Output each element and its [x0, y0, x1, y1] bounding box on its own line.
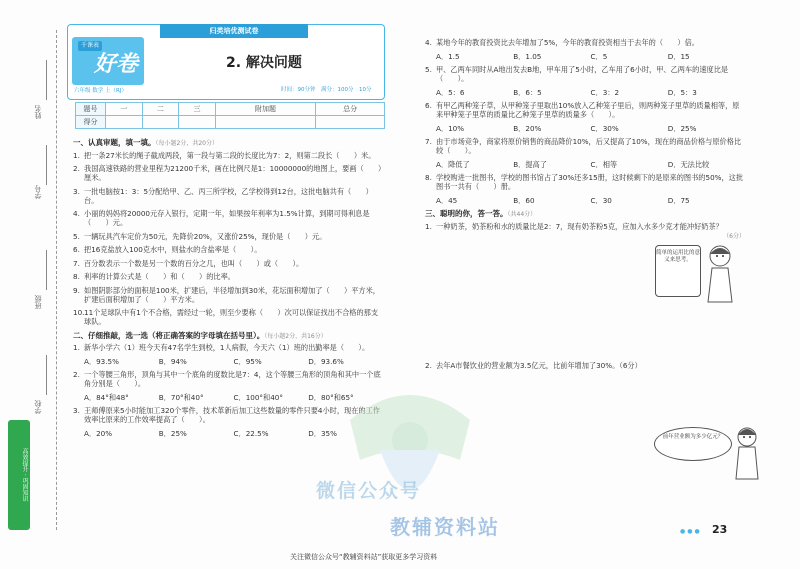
option-choice[interactable]: C．100°和40° [233, 392, 283, 402]
score-cell: 得分 [76, 116, 106, 129]
question-number: 3. [73, 186, 80, 196]
page-dots-decoration: ●●● [680, 528, 702, 535]
question-item [73, 187, 383, 205]
question-item [73, 343, 383, 352]
score-input-cell[interactable] [179, 116, 216, 129]
page-number: 23 [712, 523, 728, 536]
option-choice[interactable]: B．70°和40° [158, 392, 204, 402]
margin-label-school: 学校 [34, 400, 42, 414]
question-number: 1. [73, 150, 80, 160]
question-number: 7. [425, 137, 432, 146]
option-choice[interactable]: B．20% [513, 123, 542, 133]
question-number: 5. [73, 231, 80, 241]
question-number: 8. [425, 173, 432, 182]
question-text: 新华小学六（1）班今天有47名学生到校，1人病假，今天六（1）班的出勤率是（ ）。 [84, 343, 370, 352]
cartoon-girl-icon [700, 242, 740, 306]
margin-label-class: 班级 [34, 295, 42, 309]
question-item [73, 308, 383, 326]
section-3-title: 三、聪明的你，答一答。 [425, 209, 508, 218]
question-number: 2. [73, 164, 80, 173]
binding-margin [0, 0, 62, 569]
section-2-heading [73, 331, 383, 341]
question-item [73, 272, 383, 281]
option-choice[interactable]: A．降低了 [436, 159, 470, 169]
page-title: 2. 解决问题 [226, 55, 302, 71]
option-choice[interactable]: B．60 [513, 195, 535, 205]
option-choice[interactable]: D．25% [667, 123, 697, 133]
option-choice[interactable]: B．6：5 [513, 87, 542, 97]
option-choice[interactable]: A．84°和48° [84, 392, 129, 402]
question-number: 8. [73, 272, 80, 281]
margin-label-name: 姓名 [34, 105, 42, 119]
question-text: 如图阴影部分的面积是100米，扩建后，半径增加到30米，花坛面积增加了（ ）平方米，扩建后面积增加了（ ）平方米。 [84, 285, 380, 304]
option-choice[interactable]: D．无法比较 [667, 159, 710, 169]
score-cell: 题号 [76, 103, 106, 116]
question-number: 3. [73, 406, 80, 415]
question-text: 一个等腰三角形，顶角与其中一个底角的度数比是7：4，这个等腰三角形的顶角和其中一个底角分别是（ ）。 [84, 370, 381, 388]
question-text: 小丽的妈妈将20000元存入银行，定期一年，如果按年利率为1.5%计算，到期可得利息是（ ）元。 [84, 209, 370, 227]
score-input-cell[interactable] [106, 116, 143, 129]
question-text: 某地今年的教育投资比去年增加了5%，今年的教育投资相当于去年的（ ）倍。 [436, 38, 699, 47]
option-choice[interactable]: D．5：3 [667, 87, 697, 97]
question-text: 学校购进一批图书，学校的图书馆占了30%还多15册，这时候剩下的是原来的图书的50%，这批图书一共有（ ）册。 [436, 173, 744, 191]
option-choice[interactable]: B．提高了 [513, 159, 547, 169]
options-row [84, 357, 383, 366]
margin-blank-class [46, 250, 47, 290]
score-table-row [76, 116, 385, 129]
options-row [436, 124, 745, 133]
option-choice[interactable]: C．相等 [590, 159, 618, 169]
side-banner: 高效提升 · 巩固知识 [8, 420, 30, 530]
question-number: 6. [73, 245, 80, 254]
question-text: 一批电脑按1：3：5分配给甲、乙、丙三所学校，乙学校得到12台，这批电脑共有（ ）台。 [84, 186, 373, 205]
answer-question-1-score: （6分） [723, 233, 745, 240]
question-item [425, 173, 745, 191]
header-tab: 归类培优测试卷 [160, 24, 308, 38]
question-item [425, 38, 745, 47]
score-input-cell[interactable] [316, 116, 385, 129]
hint-bubble-1: 简单的运用比的意义来思考。 [655, 245, 701, 297]
question-text: 我国高速铁路的营业里程为21200千米，画在比例尺是1：10000000的地图上，要画（ ）厘米。 [84, 164, 382, 182]
margin-blank-name [46, 60, 47, 100]
question-item [425, 101, 745, 119]
option-choice[interactable]: A．1.5 [436, 51, 460, 61]
binding-dashed-line [56, 30, 57, 530]
option-choice[interactable]: D．80°和65° [308, 392, 354, 402]
question-text: 11个足球队中有1个不合格，需经过一轮，则至少要称（ ）次可以保证找出不合格的那支球队。 [84, 308, 379, 326]
options-row [436, 160, 745, 169]
margin-blank-school [46, 355, 47, 395]
score-cell: 二 [142, 103, 179, 116]
score-table [75, 102, 385, 129]
score-cell: 三 [179, 103, 216, 116]
time-info: 时间：90分钟 满分：100分 10分 [281, 87, 372, 93]
right-column [425, 38, 745, 374]
question-text: 百分数表示一个数是另一个数的百分之几，也叫（ ）或（ ）。 [84, 258, 304, 268]
fill-in-questions [73, 151, 383, 327]
question-text: 利率的计算公式是（ ）和（ ）的比率。 [84, 272, 235, 281]
option-choice[interactable]: A．45 [436, 195, 458, 205]
watermark-text-2: 教辅资料站 [390, 515, 500, 539]
score-input-cell[interactable] [142, 116, 179, 129]
exam-header [67, 24, 385, 100]
question-number: 6. [425, 101, 432, 110]
option-choice[interactable]: C．95% [233, 356, 262, 366]
question-item [73, 209, 383, 227]
option-choice[interactable]: D．93.6% [308, 356, 344, 366]
question-number: 2. [73, 370, 80, 379]
cartoon-boy-icon [730, 425, 764, 481]
option-choice[interactable]: B．94% [158, 356, 187, 366]
question-text: 有甲乙两种笼子草，从甲种笼子里取出10%放入乙种笼子里后，则两种笼子里草的质量相等，原来甲种笼子里草的质量比乙种笼子里草的质量多（ ）。 [436, 101, 740, 119]
question-number: 9. [73, 285, 80, 295]
question-item [73, 151, 383, 160]
question-item [425, 137, 745, 155]
option-choice[interactable]: D．35% [308, 428, 337, 438]
watermark-text-1: 微信公众号 [316, 480, 422, 502]
option-choice[interactable]: C．30% [590, 123, 619, 133]
question-number: 1. [73, 343, 80, 352]
score-table-row [76, 103, 385, 116]
hint-bubble-2: 前年营业额为多少亿元？ [654, 427, 732, 461]
question-text: 把一条27米长的绳子截成两段，第一段与第二段的长度比为7：2，则第二段长（ ）米。 [84, 150, 376, 160]
score-input-cell[interactable] [215, 116, 316, 129]
option-choice[interactable]: A．20% [84, 428, 113, 438]
options-row [436, 88, 745, 97]
question-number: 7. [73, 258, 80, 268]
choice-questions-right [425, 38, 745, 205]
question-item [73, 259, 383, 268]
section-1-heading [73, 138, 383, 148]
edition-label: 六年级 数学 上（RJ） [74, 88, 127, 94]
question-item [73, 286, 383, 304]
answer-question-1: 1. 一种奶茶，奶茶粉和水的质量比是2：7，现有奶茶粉5克，应加入水多少克才能冲好奶茶？ [425, 221, 723, 231]
margin-label-id: 学号 [34, 185, 42, 199]
section-1-title: 一、认真审题，填一填。 [73, 138, 156, 147]
brand-logo [72, 37, 144, 85]
option-choice[interactable]: A．93.5% [84, 356, 119, 366]
score-cell: 一 [106, 103, 143, 116]
section-2-title: 二、仔细推敲，选一选（将正确答案的字母填在括号里）。 [73, 330, 265, 340]
option-choice[interactable]: C．22.5% [233, 428, 269, 438]
option-choice[interactable]: C．30 [590, 195, 612, 205]
question-item [425, 65, 745, 83]
answer-question-2: 2. 去年A市餐饮业的营业额为3.5亿元，比前年增加了30%。（6分） [425, 360, 642, 370]
question-text: 王师傅原来5小时能加工320个零件，技术革新后加工这些数量的零件只要4小时，现在的工作效率比原来的工作效率提高了（ ）。 [84, 406, 380, 424]
answer-question-1-text: 一种奶茶，奶茶粉和水的质量比是2：7，现有奶茶粉5克，应加入水多少克才能冲好奶茶？ [436, 221, 723, 231]
question-text: 一辆玩具汽车定价为50元，先降价20%，又涨价25%，现价是（ ）元。 [84, 231, 327, 241]
question-text: 甲、乙两车同时从A地出发去B地，甲车用了5小时，乙车用了6小时，甲、乙两车的速度比是（ ）。 [436, 65, 729, 83]
logo-small-text: 千课表 [78, 41, 102, 51]
footer-text: 关注微信公众号“教辅资料站”获取更多学习资料 [290, 553, 438, 561]
option-choice[interactable]: A．10% [436, 123, 465, 133]
section-3-hint: （共44分） [507, 211, 537, 218]
question-item [73, 232, 383, 241]
score-cell: 附加题 [215, 103, 316, 116]
option-choice[interactable]: C．5 [590, 51, 608, 61]
options-row [436, 52, 745, 61]
score-cell: 总分 [316, 103, 385, 116]
section-3-heading [425, 209, 745, 219]
option-choice[interactable]: B．25% [158, 428, 187, 438]
answer-question-2-text: 去年A市餐饮业的营业额为3.5亿元，比前年增加了30%。（6分） [436, 360, 642, 370]
question-number: 10. [73, 308, 85, 317]
section-1-hint: （每小题2分，共20分） [155, 140, 218, 147]
section-2-hint: （每小题2分，共16分） [264, 332, 327, 340]
option-choice[interactable]: C．3：2 [590, 87, 620, 97]
question-number: 4. [73, 209, 80, 218]
logo-big-text: 好卷 [94, 52, 139, 77]
question-item [73, 245, 383, 254]
question-item [73, 164, 383, 182]
margin-blank-id [46, 145, 47, 185]
option-choice[interactable]: D．15 [667, 51, 690, 61]
question-text: 由于市场竞争，商家将原价销售的商品降价10%，后又提高了10%，现在的商品价格与原价格比较（ ）。 [436, 137, 742, 155]
question-text: 把16克盐放入100克水中，则盐水的含盐率是（ ）。 [84, 245, 262, 254]
question-number: 5. [425, 65, 432, 74]
option-choice[interactable]: A．5：6 [436, 87, 465, 97]
question-number: 4. [425, 38, 432, 47]
options-row [436, 196, 745, 205]
option-choice[interactable]: D．75 [667, 195, 690, 205]
option-choice[interactable]: B．1.05 [513, 51, 542, 61]
